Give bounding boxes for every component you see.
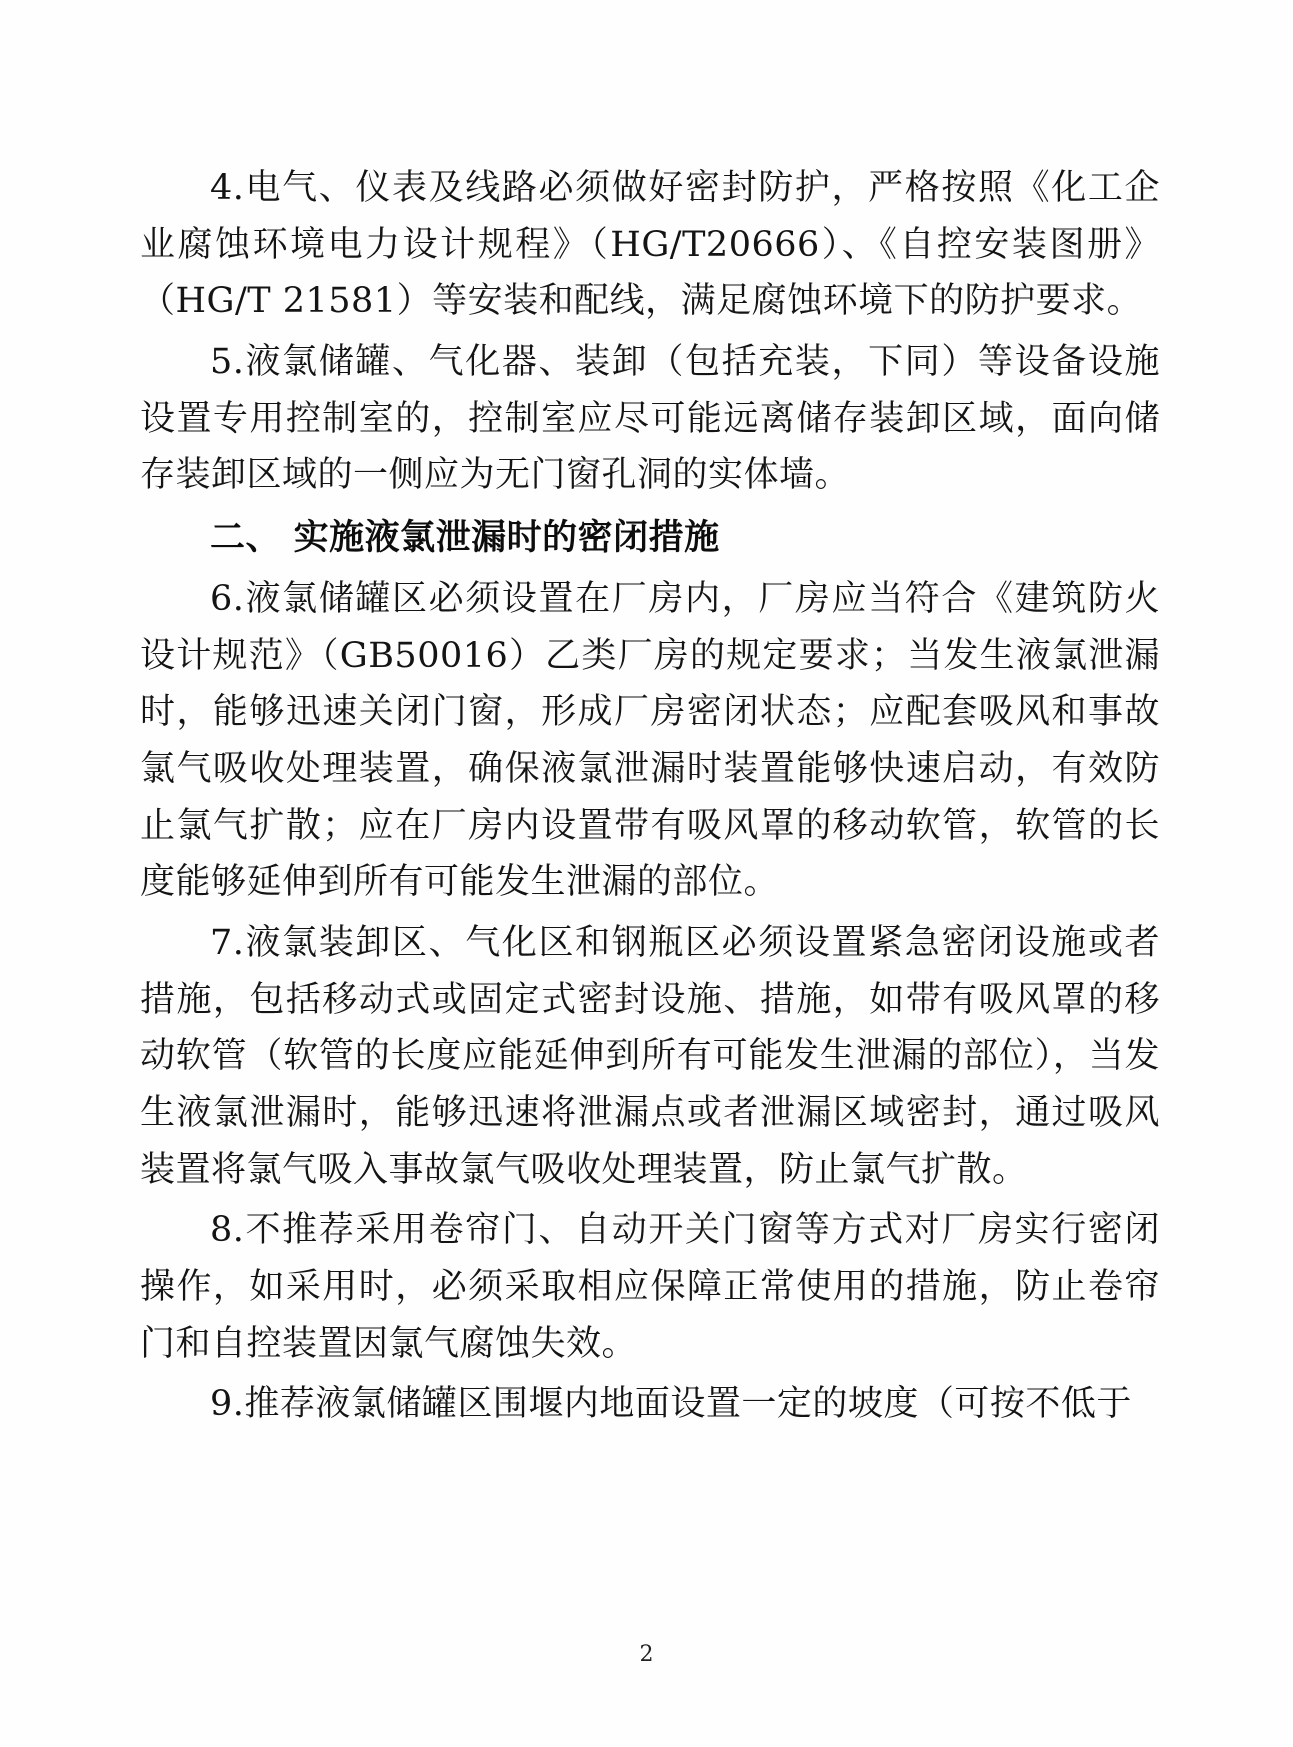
paragraph-5: 5.液氯储罐、气化器、装卸（包括充装，下同）等设备设施设置专用控制室的，控制室应尽可能远离储存装卸区域，面向储存装卸区域的一侧应为无门窗孔洞的实体墙。 xyxy=(140,342,1160,496)
section-heading-two: 二、 实施液氯泄漏时的密闭措施 xyxy=(210,518,720,559)
paragraph-4: 4.电气、仪表及线路必须做好密封防护，严格按照《化工企业腐蚀环境电力设计规程》（HG/T20666）、《自控安装图册》（HG/T 21581）等安装和配线，满足腐蚀环境下的防护要求。 xyxy=(140,168,1160,322)
paragraph-6: 6.液氯储罐区必须设置在厂房内，厂房应当符合《建筑防火设计规范》（GB50016）乙类厂房的规定要求；当发生液氯泄漏时，能够迅速关闭门窗，形成厂房密闭状态；应配套吸风和事故氯气吸收处理装置，确保液氯泄漏时装置能够快速启动，有效防止氯气扩散；应在厂房内设置带有吸风罩的移动软管，软管的长度能够延伸到所有可能发生泄漏的部位。 xyxy=(140,578,1160,903)
page-body xyxy=(140,160,1160,1437)
paragraph-9: 9.推荐液氯储罐区围堰内地面设置一定的坡度（可按不低于 xyxy=(210,1384,1132,1425)
page-number: 2 xyxy=(639,1642,654,1667)
paragraph-7: 7.液氯装卸区、气化区和钢瓶区必须设置紧急密闭设施或者措施，包括移动式或固定式密封设施、措施，如带有吸风罩的移动软管（软管的长度应能延伸到所有可能发生泄漏的部位），当发生液氯泄漏时，能够迅速将泄漏点或者泄漏区域密封，通过吸风装置将氯气吸入事故氯气吸收处理装置，防止氯气扩散。 xyxy=(140,922,1160,1190)
paragraph-8: 8.不推荐采用卷帘门、自动开关门窗等方式对厂房实行密闭操作，如采用时，必须采取相应保障正常使用的措施，防止卷帘门和自控装置因氯气腐蚀失效。 xyxy=(140,1210,1160,1364)
